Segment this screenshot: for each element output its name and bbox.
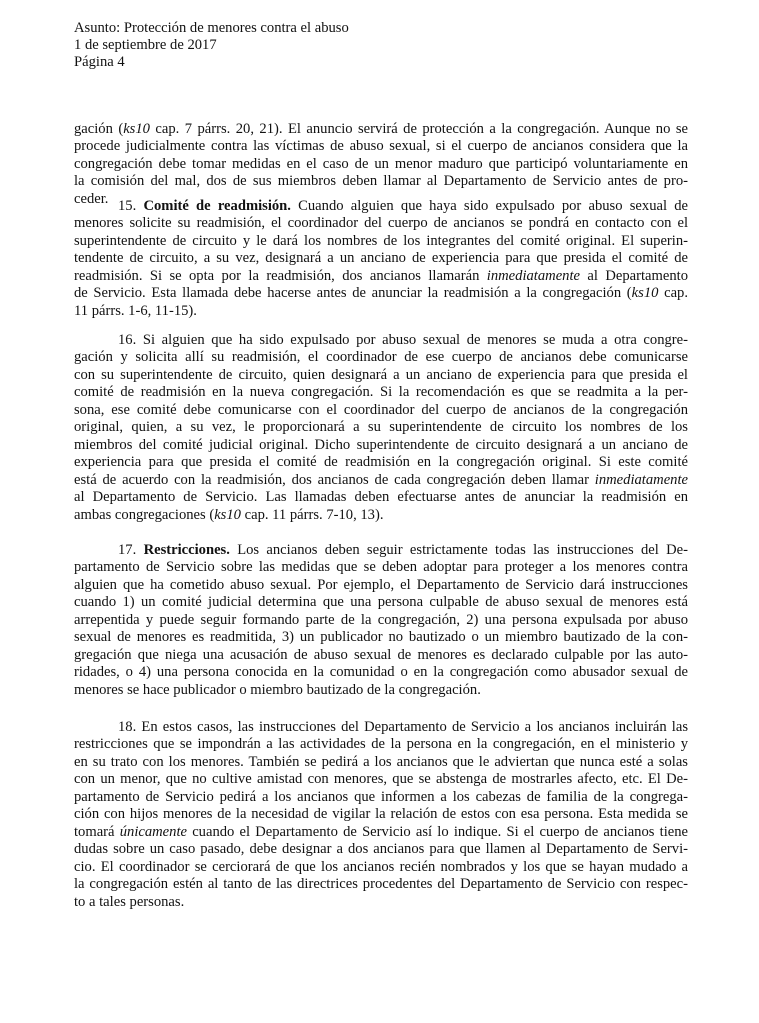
text-segment: cuando el Departamento de Servicio así lo indique. Si el cuerpo de ancianos tiene <box>187 823 689 840</box>
emphasis-text: inmediatamente <box>594 471 688 488</box>
text-line <box>74 577 688 594</box>
text-line <box>74 664 688 681</box>
paragraph <box>74 719 688 911</box>
letter-header <box>74 20 349 71</box>
text-segment: gación y solicita allí su readmisión, el coordinador de ese cuerpo de ancianos debe comunicarse <box>74 349 688 366</box>
text-segment: readmisión. Si se opta por la readmisión, dos ancianos llamarán <box>74 267 487 284</box>
text-segment: arrepentida y puede seguir formando parte de la congregación, 2) una persona expulsada por abuso <box>74 611 688 628</box>
text-line <box>74 542 688 559</box>
text-segment: partamento de Servicio pedirá a los ancianos que informen a los cabezas de familia de la congrega- <box>74 788 688 805</box>
text-segment: experiencia para que presida el comité de readmisión en la congregación original. Si este comité <box>74 454 688 471</box>
text-segment: original, quien, a su vez, le proporcionará a su superintendente de circuito los nombres de los <box>74 419 688 436</box>
text-line <box>74 285 688 302</box>
text-line <box>74 559 688 576</box>
text-line <box>74 594 688 611</box>
text-segment: to a tales personas. <box>74 893 185 910</box>
text-segment: tomará <box>74 823 120 840</box>
text-line <box>74 303 688 320</box>
text-line <box>74 736 688 753</box>
text-line <box>74 629 688 646</box>
text-segment: al Departamento <box>580 267 688 284</box>
text-segment: menores solicite su readmisión, el coordinador del cuerpo de ancianos se pondrá en contacto con el <box>74 215 688 232</box>
text-line <box>74 824 688 841</box>
text-line <box>74 268 688 285</box>
text-segment: restricciones que se impondrán a las actividades de la persona en la congregación, en el ministerio y <box>74 736 688 753</box>
text-segment: cuando 1) un comité judicial determina que una persona culpable de abuso sexual de menores está <box>74 594 688 611</box>
paragraph <box>74 198 688 320</box>
text-line <box>74 806 688 823</box>
text-line <box>74 215 688 232</box>
text-line <box>74 771 688 788</box>
text-segment: con un menor, que no cultive amistad con menores, que se abstenga de mostrarles afecto, etc. El De- <box>74 771 688 788</box>
text-line <box>74 754 688 771</box>
text-line <box>74 349 688 366</box>
text-segment: al Departamento de Servicio. Las llamadas deben efectuarse antes de anunciar la readmisión en <box>74 489 688 506</box>
text-line <box>74 437 688 454</box>
text-line <box>74 138 688 155</box>
text-segment: de Servicio. Esta llamada debe hacerse antes de anunciar la readmisión a la congregación ( <box>74 285 632 302</box>
text-segment: 17. <box>118 542 144 558</box>
text-segment: gregación que niega una acusación de abuso sexual de menores es declarado culpable por las auto- <box>74 646 688 663</box>
paragraph <box>74 121 688 208</box>
text-line <box>74 173 688 190</box>
text-line <box>74 489 688 506</box>
text-segment: ción con hijos menores de la necesidad de vigilar la relación de estos con esa persona. Esta medida se <box>74 806 688 823</box>
text-segment: gación ( <box>74 121 124 137</box>
text-segment: 15. <box>118 198 144 214</box>
text-segment: la congregación estén al tanto de las directrices procedentes del Departamento de Servicio con respec- <box>74 876 688 893</box>
subject-line: Asunto: Protección de menores contra el abuso <box>74 20 349 36</box>
text-segment: está de acuerdo con la readmisión, dos ancianos de cada congregación deben llamar <box>74 471 595 488</box>
text-segment: sexual de menores es readmitida, 3) un publicador no bautizado o un miembro bautizado de la con- <box>74 629 688 646</box>
text-line <box>74 121 688 138</box>
text-line <box>74 250 688 267</box>
text-segment: alguien que ha cometido abuso sexual. Por ejemplo, el Departamento de Servicio dará instrucciones <box>74 576 688 593</box>
text-segment: cap. 7 párrs. 20, 21). El anuncio servirá de protección a la congregación. Aunque no se <box>149 121 688 137</box>
text-segment: Cuando alguien que haya sido expulsado por abuso sexual de <box>290 198 688 214</box>
text-segment: partamento de Servicio sobre las medidas que se deben adoptar para proteger a los menores contra <box>74 559 688 576</box>
text-line <box>74 384 688 401</box>
text-line <box>74 876 688 893</box>
text-segment: 16. Si alguien que ha sido expulsado por abuso sexual de menores se muda a otra congre- <box>118 332 688 348</box>
text-segment: cap. 11 párrs. 7-10, 13). <box>240 506 384 523</box>
text-segment: comité de readmisión en la nueva congregación. Si la recomendación es que se readmita a la per- <box>74 384 688 401</box>
text-segment: miembros del comité judicial original. Dicho superintendente de circuito designará a un anciano de <box>74 436 688 453</box>
date-line: 1 de septiembre de 2017 <box>74 37 217 53</box>
text-line <box>74 841 688 858</box>
text-segment: dudas sobre un caso pasado, debe designar a dos ancianos para que llamen al Departamento de Servi- <box>74 841 688 858</box>
text-line <box>74 472 688 489</box>
text-line <box>74 859 688 876</box>
text-line <box>74 419 688 436</box>
text-segment: superintendente de circuito y le dará los nombres de los integrantes del comité original. El superin- <box>74 232 688 249</box>
emphasis-text: ks10 <box>214 506 241 523</box>
text-segment: la comisión del mal, dos de sus miembros deben llamar al Departamento de Servicio antes de pro- <box>74 173 688 190</box>
section-heading: Comité de readmisión. <box>143 198 291 214</box>
text-segment: sona, ese comité debe comunicarse con el coordinador del cuerpo de ancianos de la congregación <box>74 401 688 418</box>
text-line <box>74 894 688 911</box>
text-segment: tendente de circuito, a su vez, designará a un anciano de experiencia para que presida el comité de <box>74 250 688 267</box>
text-line <box>74 682 688 699</box>
text-segment: en su trato con los menores. También se pedirá a los ancianos que le adviertan que nunca esté a solas <box>74 753 688 770</box>
text-line <box>74 612 688 629</box>
text-segment: congregación debe tomar medidas en el caso de un menor maduro que participó voluntariamente en <box>74 155 688 172</box>
text-segment: ridades, o 4) una persona conocida en la comunidad o en la congregación como abusador sexual de <box>74 664 688 681</box>
text-line <box>74 156 688 173</box>
text-line <box>74 233 688 250</box>
text-line <box>74 647 688 664</box>
text-segment: procede judicialmente contra las víctimas de abuso sexual, si el cuerpo de ancianos considera que la <box>74 138 688 155</box>
text-segment: cap. <box>658 285 688 302</box>
text-line <box>74 454 688 471</box>
text-line <box>74 367 688 384</box>
text-segment: ceder. <box>74 190 109 207</box>
text-line <box>74 198 688 215</box>
text-line <box>74 332 688 349</box>
text-line <box>74 402 688 419</box>
emphasis-text: ks10 <box>123 121 150 137</box>
page-number: Página 4 <box>74 54 125 70</box>
paragraph <box>74 332 688 524</box>
text-line <box>74 719 688 736</box>
text-segment: Los ancianos deben seguir estrictamente todas las instrucciones del De- <box>229 542 688 558</box>
text-segment: 11 párrs. 1-6, 11-15). <box>74 302 197 319</box>
paragraph <box>74 542 688 699</box>
text-segment: cio. El coordinador se cerciorará de que los ancianos recién nombrados y los que se hayan mudado a <box>74 858 688 875</box>
emphasis-text: ks10 <box>631 285 659 302</box>
section-heading: Restricciones. <box>143 542 230 558</box>
text-segment: menores se hace publicador o miembro bautizado de la congregación. <box>74 681 481 698</box>
text-line <box>74 789 688 806</box>
emphasis-text: únicamente <box>119 823 187 840</box>
text-segment: ambas congregaciones ( <box>74 506 215 523</box>
emphasis-text: inmediatamente <box>486 267 580 284</box>
text-segment: 18. En estos casos, las instrucciones del Departamento de Servicio a los ancianos incluirán las <box>118 719 688 735</box>
text-line <box>74 507 688 524</box>
text-segment: con su superintendente de circuito, quien designará a un anciano de experiencia para que presida el <box>74 366 688 383</box>
